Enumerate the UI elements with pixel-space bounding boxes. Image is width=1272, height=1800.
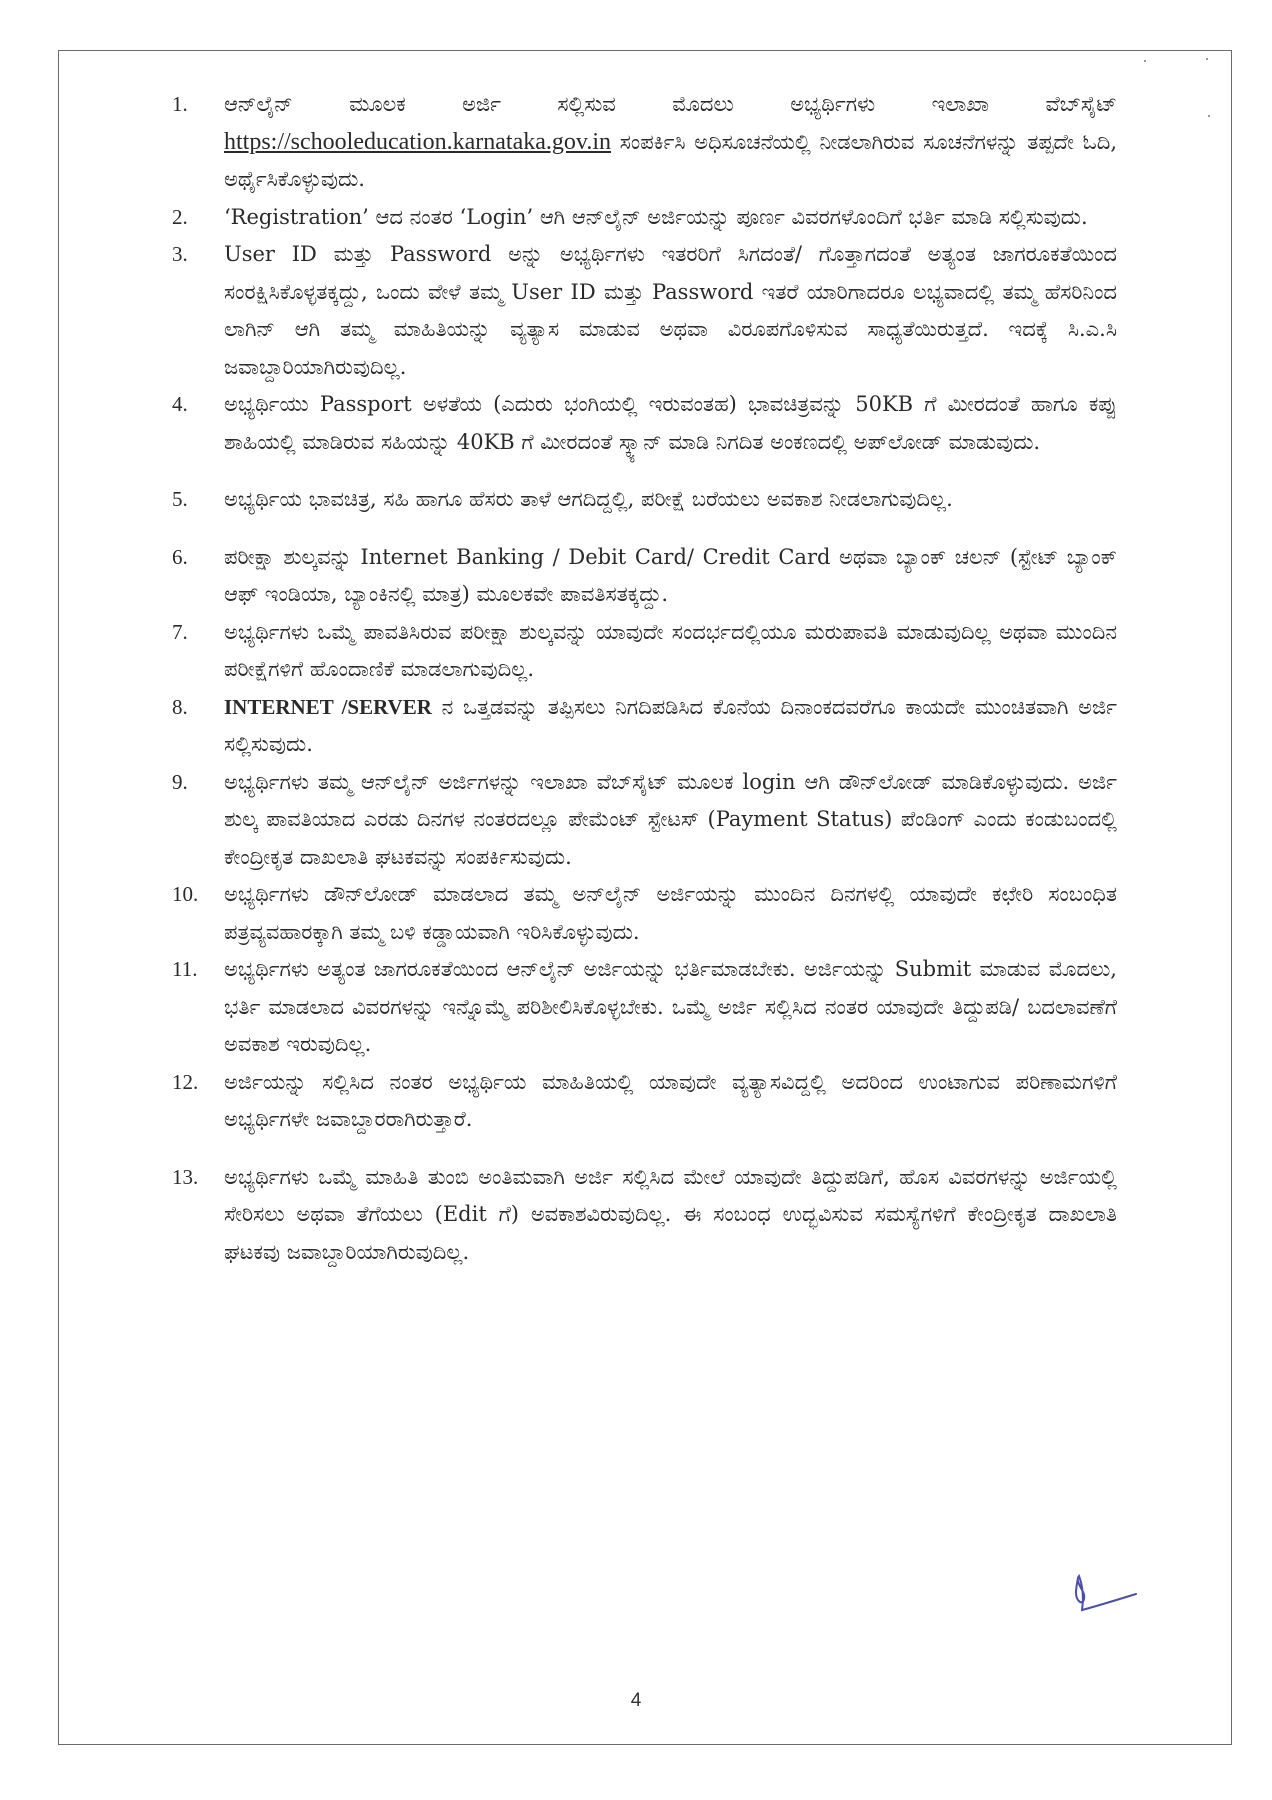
item-number: 12.	[172, 1069, 199, 1094]
list-item	[172, 199, 1117, 237]
item-number: 10.	[172, 882, 199, 906]
item-text: ಅಭ್ಯರ್ಥಿಗಳು ಒಮ್ಮೆ ಮಾಹಿತಿ ತುಂಬಿ ಅಂತಿಮವಾಗಿ ಅರ್ಜಿ ಸಲ್ಲಿಸಿದ ಮೇಲೆ ಯಾವುದೇ ತಿದ್ದುಪಡಿಗೆ, ಹೊಸ ವಿವರಗಳನ್ನು ಅರ್ಜಿಯಲ್ಲಿ ಸೇರಿಸಲು ಅಥವಾ ತೆಗೆಯಲು (Edit ಗೆ) ಅವಕಾಶವಿರುವುದಿಲ್ಲ. ಈ ಸಂಬಂಧ ಉದ್ಭವಿಸುವ ಸಮಸ್ಯೆಗಳಿಗೆ ಕೇಂದ್ರೀಕೃತ ದಾಖಲಾತಿ ಘಟಕವು ಜವಾಬ್ದಾರಿಯಾಗಿರುವುದಿಲ್ಲ.	[224, 1164, 1117, 1264]
item-text: ಪರೀಕ್ಷಾ ಶುಲ್ಕವನ್ನು Internet Banking / Debit Card/ Credit Card ಅಥವಾ ಬ್ಯಾಂಕ್ ಚಲನ್ (ಸ್ಟೇಟ್ ಬ್ಯಾಂಕ್ ಆಫ್ ಇಂಡಿಯಾ, ಬ್ಯಾಂಕಿನಲ್ಲಿ ಮಾತ್ರ) ಮೂಲಕವೇ ಪಾವತಿಸತಕ್ಕದ್ದು.	[224, 544, 1117, 606]
item-number: 1.	[172, 92, 188, 116]
department-website-link[interactable]: https://schooleducation.karnataka.gov.in	[224, 128, 612, 155]
list-item	[172, 236, 1117, 386]
item-number: 11.	[172, 957, 198, 981]
instructions-list	[172, 86, 1117, 1271]
list-item	[172, 1159, 1117, 1272]
item-number: 4.	[172, 392, 188, 416]
item-number: 7.	[172, 619, 188, 644]
list-item	[172, 614, 1117, 689]
item-text	[224, 689, 1117, 764]
signature-mark	[1070, 1570, 1150, 1620]
item-text: ಅಭ್ಯರ್ಥಿಗಳು ಒಮ್ಮೆ ಪಾವತಿಸಿರುವ ಪರೀಕ್ಷಾ ಶುಲ್ಕವನ್ನು ಯಾವುದೇ ಸಂದರ್ಭದಲ್ಲಿಯೂ ಮರುಪಾವತಿ ಮಾಡುವುದಿಲ್ಲ ಅಥವಾ ಮುಂದಿನ ಪರೀಕ್ಷೆಗಳಿಗೆ ಹೊಂದಾಣಿಕೆ ಮಾಡಲಾಗುವುದಿಲ್ಲ.	[224, 619, 1117, 681]
item-text-bold: INTERNET /SERVER	[224, 694, 432, 719]
item-text: ‘Registration’ ಆದ ನಂತರ ‘Login’ ಆಗಿ ಆನ್‌ಲೈನ್ ಅರ್ಜಿಯನ್ನು ಪೂರ್ಣ ವಿವರಗಳೊಂದಿಗೆ ಭರ್ತಿ ಮಾಡಿ ಸಲ್ಲಿಸುವುದು.	[224, 204, 1088, 229]
list-item	[172, 86, 1117, 199]
item-number: 6.	[172, 544, 188, 569]
list-item	[172, 689, 1117, 764]
scan-artifact	[1144, 60, 1146, 62]
item-number: 3.	[172, 242, 188, 266]
list-item	[172, 764, 1117, 877]
item-number: 5.	[172, 487, 188, 511]
item-text: ಅಭ್ಯರ್ಥಿಯ ಭಾವಚಿತ್ರ, ಸಹಿ ಹಾಗೂ ಹೆಸರು ತಾಳೆ ಆಗದಿದ್ದಲ್ಲಿ, ಪರೀಕ್ಷೆ ಬರೆಯಲು ಅವಕಾಶ ನೀಡಲಾಗುವುದಿಲ್ಲ.	[224, 487, 953, 511]
instructions-content	[172, 86, 1117, 1271]
scan-artifact	[1208, 115, 1210, 117]
item-text-segment: ಆನ್‌ಲೈನ್ ಮೂಲಕ ಅರ್ಜಿ ಸಲ್ಲಿಸುವ ಮೊದಲು ಅಭ್ಯರ್ಥಿಗಳು ಇಲಾಖಾ ವೆಬ್‌ಸೈಟ್	[224, 92, 1117, 116]
list-item	[172, 481, 1117, 519]
list-item	[172, 539, 1117, 614]
item-text-segment: ಸಂಪರ್ಕಿಸಿ ಅಧಿಸೂಚನೆಯಲ್ಲಿ ನೀಡಲಾಗಿರುವ ಸೂಚನೆಗಳನ್ನು ತಪ್ಪದೇ ಓದಿ, ಅರ್ಥೈಸಿಕೊಳ್ಳುವುದು.	[224, 129, 1117, 191]
item-text	[224, 86, 1117, 199]
item-text: ಅಭ್ಯರ್ಥಿಗಳು ಡೌನ್‌ಲೋಡ್ ಮಾಡಲಾದ ತಮ್ಮ ಅನ್‌ಲೈನ್ ಅರ್ಜಿಯನ್ನು ಮುಂದಿನ ದಿನಗಳಲ್ಲಿ ಯಾವುದೇ ಕಛೇರಿ ಸಂಬಂಧಿತ ಪತ್ರವ್ಯವಹಾರಕ್ಕಾಗಿ ತಮ್ಮ ಬಳಿ ಕಡ್ಡಾಯವಾಗಿ ಇರಿಸಿಕೊಳ್ಳುವುದು.	[224, 882, 1117, 944]
item-number: 13.	[172, 1164, 199, 1189]
scan-artifact	[1206, 58, 1208, 60]
signature-stroke	[1076, 1576, 1136, 1610]
page-number: 4	[630, 1690, 642, 1711]
list-item	[172, 386, 1117, 461]
item-text-segment: ನ ಒತ್ತಡವನ್ನು ತಪ್ಪಿಸಲು ನಿಗದಿಪಡಿಸಿದ ಕೊನೆಯ ದಿನಾಂಕದವರೆಗೂ ಕಾಯದೇ ಮುಂಚಿತವಾಗಿ ಅರ್ಜಿ ಸಲ್ಲಿಸುವುದು.	[224, 694, 1117, 756]
item-text: User ID ಮತ್ತು Password ಅನ್ನು ಅಭ್ಯರ್ಥಿಗಳು ಇತರರಿಗೆ ಸಿಗದಂತೆ/ ಗೊತ್ತಾಗದಂತೆ ಅತ್ಯಂತ ಜಾಗರೂಕತೆಯಿಂದ ಸಂರಕ್ಷಿಸಿಕೊಳ್ಳತಕ್ಕದ್ದು, ಒಂದು ವೇಳೆ ತಮ್ಮ User ID ಮತ್ತು Password ಇತರೆ ಯಾರಿಗಾದರೂ ಲಭ್ಯವಾದಲ್ಲಿ ತಮ್ಮ ಹೆಸರಿನಿಂದ ಲಾಗಿನ್ ಆಗಿ ತಮ್ಮ ಮಾಹಿತಿಯನ್ನು ವ್ಯತ್ಯಾಸ ಮಾಡುವ ಅಥವಾ ವಿರೂಪಗೊಳಿಸುವ ಸಾಧ್ಯತೆಯಿರುತ್ತದೆ. ಇದಕ್ಕೆ ಸಿ.ಎ.ಸಿ ಜವಾಬ್ದಾರಿಯಾಗಿರುವುದಿಲ್ಲ.	[224, 242, 1117, 379]
list-item	[172, 1064, 1117, 1139]
item-text: ಅರ್ಜಿಯನ್ನು ಸಲ್ಲಿಸಿದ ನಂತರ ಅಭ್ಯರ್ಥಿಯ ಮಾಹಿತಿಯಲ್ಲಿ ಯಾವುದೇ ವ್ಯತ್ಯಾಸವಿದ್ದಲ್ಲಿ ಅದರಿಂದ ಉಂಟಾಗುವ ಪರಿಣಾಮಗಳಿಗೆ ಅಭ್ಯರ್ಥಿಗಳೇ ಜವಾಬ್ದಾರರಾಗಿರುತ್ತಾರೆ.	[224, 1069, 1117, 1131]
item-number: 8.	[172, 694, 188, 719]
item-text: ಅಭ್ಯರ್ಥಿಯು Passport ಅಳತೆಯ (ಎದುರು ಭಂಗಿಯಲ್ಲಿ ಇರುವಂತಹ) ಭಾವಚಿತ್ರವನ್ನು 50KB ಗೆ ಮೀರದಂತೆ ಹಾಗೂ ಕಪ್ಪು ಶಾಹಿಯಲ್ಲಿ ಮಾಡಿರುವ ಸಹಿಯನ್ನು 40KB ಗೆ ಮೀರದಂತೆ ಸ್ಕ್ಯಾನ್ ಮಾಡಿ ನಿಗದಿತ ಅಂಕಣದಲ್ಲಿ ಅಪ್‌ಲೋಡ್ ಮಾಡುವುದು.	[224, 392, 1117, 454]
item-text: ಅಭ್ಯರ್ಥಿಗಳು ತಮ್ಮ ಆನ್‌ಲೈನ್ ಅರ್ಜಿಗಳನ್ನು ಇಲಾಖಾ ವೆಬ್‌ಸೈಟ್ ಮೂಲಕ login ಆಗಿ ಡೌನ್‌ಲೋಡ್ ಮಾಡಿಕೊಳ್ಳುವುದು. ಅರ್ಜಿ ಶುಲ್ಕ ಪಾವತಿಯಾದ ಎರಡು ದಿನಗಳ ನಂತರದಲ್ಲೂ ಪೇಮೆಂಟ್ ಸ್ಟೇಟಸ್ (Payment Status) ಪೆಂಡಿಂಗ್ ಎಂದು ಕಂಡುಬಂದಲ್ಲಿ ಕೇಂದ್ರೀಕೃತ ದಾಖಲಾತಿ ಘಟಕವನ್ನು ಸಂಪರ್ಕಿಸುವುದು.	[224, 769, 1117, 869]
item-text: ಅಭ್ಯರ್ಥಿಗಳು ಅತ್ಯಂತ ಜಾಗರೂಕತೆಯಿಂದ ಆನ್‌ಲೈನ್ ಅರ್ಜಿಯನ್ನು ಭರ್ತಿಮಾಡಬೇಕು. ಅರ್ಜಿಯನ್ನು Submit ಮಾಡುವ ಮೊದಲು, ಭರ್ತಿ ಮಾಡಲಾದ ವಿವರಗಳನ್ನು ಇನ್ನೊಮ್ಮೆ ಪರಿಶೀಲಿಸಿಕೊಳ್ಳಬೇಕು. ಒಮ್ಮೆ ಅರ್ಜಿ ಸಲ್ಲಿಸಿದ ನಂತರ ಯಾವುದೇ ತಿದ್ದುಪಡಿ/ ಬದಲಾವಣೆಗೆ ಅವಕಾಶ ಇರುವುದಿಲ್ಲ.	[224, 957, 1117, 1056]
item-number: 9.	[172, 769, 188, 794]
item-number: 2.	[172, 204, 188, 229]
list-item	[172, 876, 1117, 951]
list-item	[172, 951, 1117, 1064]
